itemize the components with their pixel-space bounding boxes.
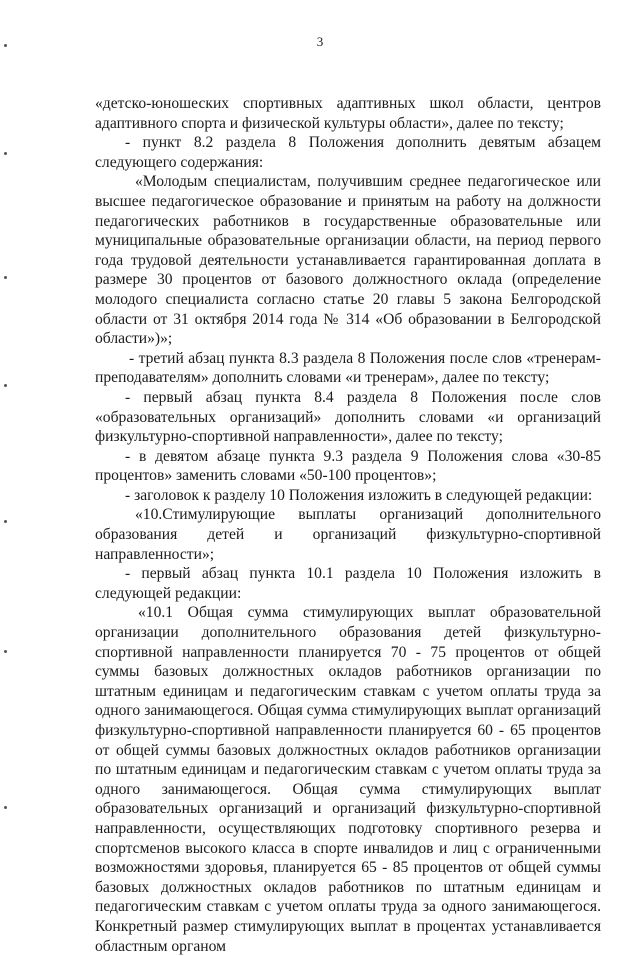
paragraph-1: «детско-юношеских спортивных адаптивных школ области, центров адаптивного спорта и физической культуры области», далее по тексту; [95, 95, 601, 132]
paragraph-7: - заголовок к разделу 10 Положения изложить в следующей редакции: [125, 486, 593, 504]
paragraph-4: - третий абзац пункта 8.3 раздела 8 Положения после слов «тренерам-преподавателям» дополнить словами «и тренерам», далее по тексту; [95, 349, 601, 387]
margin-mark [4, 276, 7, 279]
paragraph-2: - пункт 8.2 раздела 8 Положения дополнить девятым абзацем следующего содержания: [95, 134, 601, 171]
paragraph-5: - первый абзац пункта 8.4 раздела 8 Положения после слов «образовательных организаций» дополнить словами «и организаций физкультурно-спортивной направленности», далее по тексту; [95, 388, 601, 446]
page-number: 3 [316, 34, 324, 49]
margin-mark [4, 520, 7, 523]
paragraph-9: - первый абзац пункта 10.1 раздела 10 Положения изложить в следующей редакции: [95, 565, 601, 602]
margin-mark [4, 806, 7, 809]
document-body [95, 94, 601, 956]
margin-mark [4, 384, 7, 387]
paragraph-6: - в девятом абзаце пункта 9.3 раздела 9 Положения слова «30-85 процентов» заменить словами «50-100 процентов»; [95, 447, 601, 485]
margin-mark [4, 44, 7, 47]
paragraph-8: «10.Стимулирующие выплаты организаций дополнительного образования детей и организаций физкультурно-спортивной направленности»; [95, 506, 601, 563]
margin-mark [4, 650, 7, 653]
margin-mark [4, 152, 7, 155]
paragraph-3: «Молодым специалистам, получившим среднее педагогическое или высшее педагогическое образование и принятым на работу на должности педагогических работников в государственные образовательные или муниципальные образовательные организации области, на период первого года трудовой деятельности устанавливается гарантированная доплата в размере 30 процентов от базового должностного оклада (определение молодого специалиста согласно статье 20 главы 5 закона Белгородской области от 31 октября 2014 года № 314 «Об образовании в Белгородской области»)»; [95, 173, 601, 348]
paragraph-10: «10.1 Общая сумма стимулирующих выплат образовательной организации дополнительного образования детей физкультурно-спортивной направленности планируется 70 - 75 процентов от общей суммы базовых должностных окладов работников организации по штатным единицам и педагогическим ставкам с учетом оплаты труда за одного занимающегося. Общая сумма стимулирующих выплат организаций физкультурно-спортивной направленности планируется 60 - 65 процентов от общей суммы базовых должностных окладов работников организации по штатным единицам и педагогическим ставкам с учетом оплаты труда за одного занимающегося. Общая сумма стимулирующих выплат образовательных организаций и организаций физкультурно-спортивной направленности, осуществляющих подготовку спортивного резерва и спортсменов высокого класса в спорте инвалидов и лиц с ограниченными возможностями здоровья, планируется 65 - 85 процентов от общей суммы базовых должностных окладов работников по штатным единицам и педагогическим ставкам с учетом оплаты труда за одного занимающегося. Конкретный размер стимулирующих выплат в процентах устанавливается областным органом [95, 604, 601, 955]
